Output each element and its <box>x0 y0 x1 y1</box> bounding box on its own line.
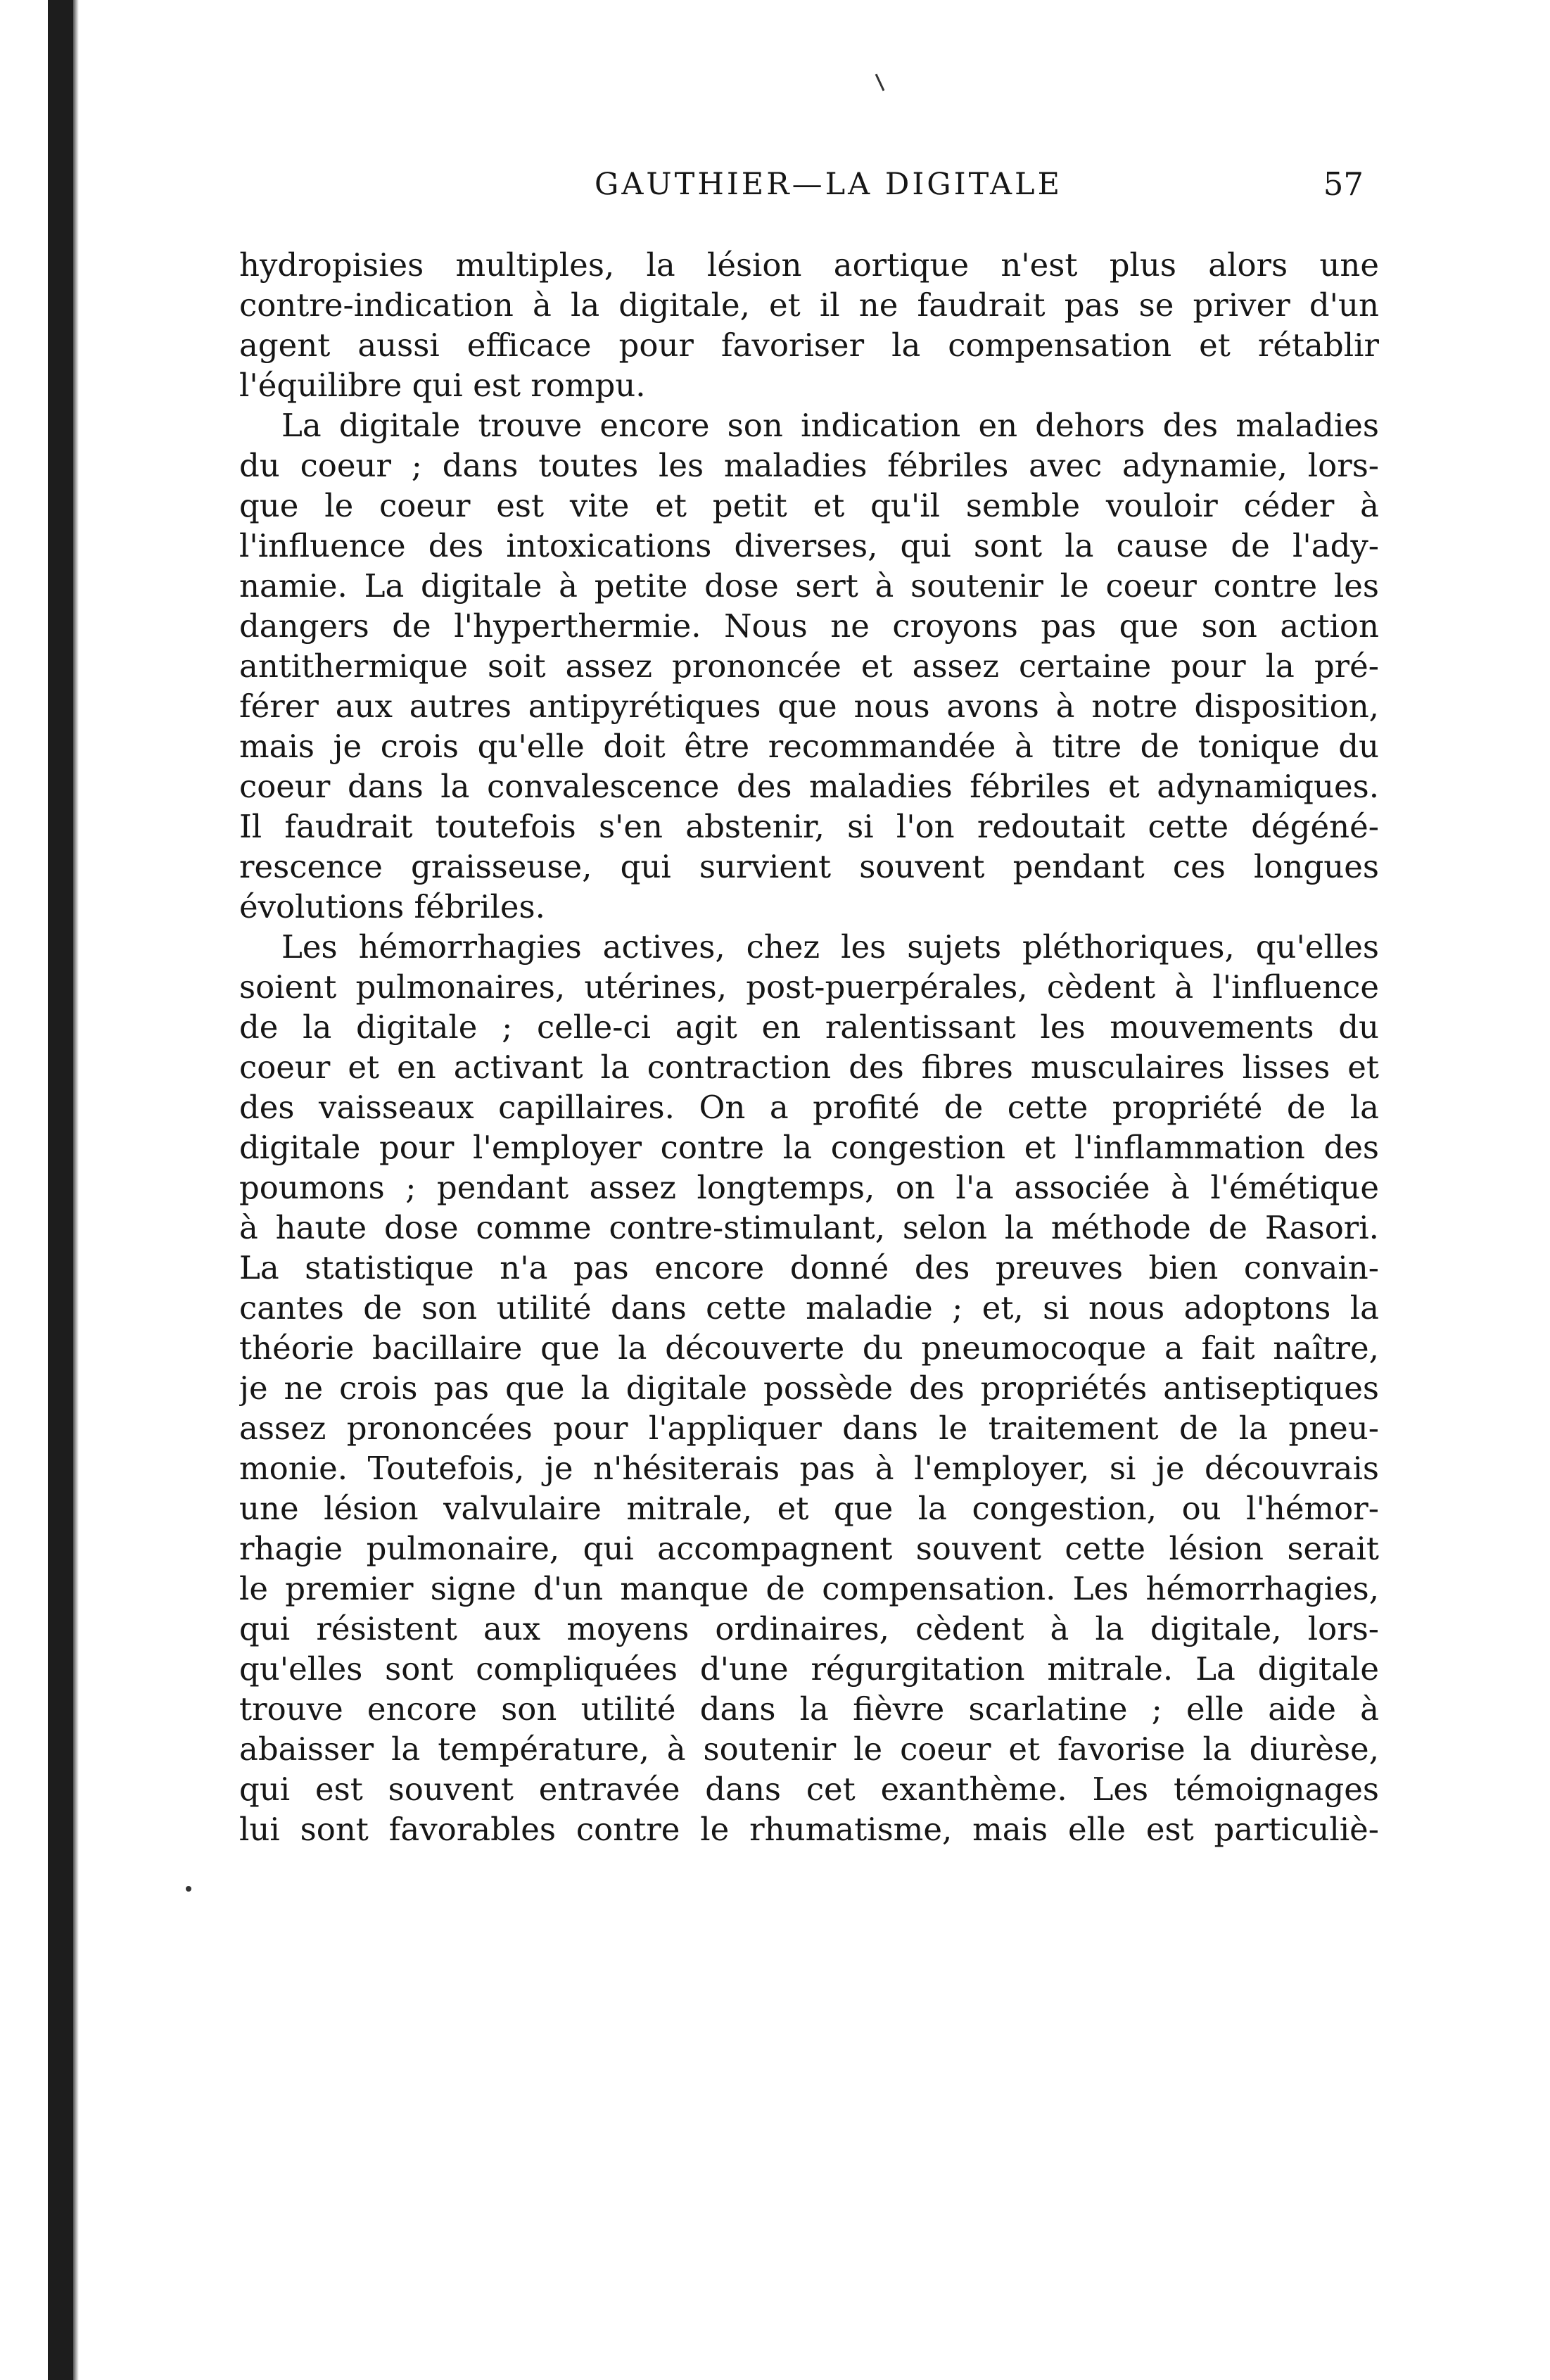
text-line: hydropisies multiples, la lésion aortique n'est plus alors une <box>239 246 1379 284</box>
text-line: qui est souvent entravée dans cet exanthème. Les témoignages <box>239 1771 1379 1808</box>
text-line: contre-indication à la digitale, et il ne faudrait pas se priver d'un <box>239 286 1379 324</box>
text-line: rescence graisseuse, qui survient souvent pendant ces longues <box>239 848 1379 885</box>
text-line: férer aux autres antipyrétiques que nous avons à notre disposition, <box>239 688 1379 725</box>
text-line: trouve encore son utilité dans la fièvre scarlatine ; elle aide à <box>239 1690 1379 1728</box>
text-line: cantes de son utilité dans cette maladie ; et, si nous adoptons la <box>239 1289 1379 1327</box>
text-line: La statistique n'a pas encore donné des preuves bien convain- <box>239 1249 1379 1286</box>
binding-edge-shadow <box>48 0 73 2380</box>
text-line: qui résistent aux moyens ordinaires, cèdent à la digitale, lors- <box>239 1610 1379 1647</box>
text-line: abaisser la température, à soutenir le coeur et favorise la diurèse, <box>239 1730 1379 1768</box>
text-line: Les hémorrhagies actives, chez les sujets pléthoriques, qu'elles <box>281 928 1379 966</box>
text-line: assez prononcées pour l'appliquer dans le traitement de la pneu- <box>239 1410 1379 1447</box>
text-line: lui sont favorables contre le rhumatisme, mais elle est particuliè- <box>239 1811 1379 1848</box>
text-line: de la digitale ; celle-ci agit en ralentissant les mouvements du <box>239 1008 1379 1046</box>
text-line: digitale pour l'employer contre la congestion et l'inflammation des <box>239 1129 1379 1166</box>
text-line: dangers de l'hyperthermie. Nous ne croyons pas que son action <box>239 607 1379 645</box>
text-line: qu'elles sont compliquées d'une régurgitation mitrale. La digitale <box>239 1650 1379 1688</box>
text-line: agent aussi efficace pour favoriser la compensation et rétablir <box>239 327 1379 364</box>
text-line: que le coeur est vite et petit et qu'il semble vouloir céder à <box>239 487 1379 524</box>
text-line: des vaisseaux capillaires. On a profité de cette propriété de la <box>239 1089 1379 1126</box>
text-line: rhagie pulmonaire, qui accompagnent souvent cette lésion serait <box>239 1530 1379 1567</box>
text-line: théorie bacillaire que la découverte du pneumocoque a fait naître, <box>239 1329 1379 1367</box>
margin-ink-dot <box>186 1886 191 1892</box>
text-line: je ne crois pas que la digitale possède des propriétés antiseptiques <box>239 1369 1379 1407</box>
text-line: une lésion valvulaire mitrale, et que la congestion, ou l'hémor- <box>239 1490 1379 1527</box>
text-line: mais je crois qu'elle doit être recommandée à titre de tonique du <box>239 728 1379 765</box>
running-title: GAUTHIER—LA DIGITALE <box>595 167 1062 202</box>
text-line: antithermique soit assez prononcée et assez certaine pour la pré- <box>239 647 1379 685</box>
page-header <box>238 163 1364 205</box>
text-line: poumons ; pendant assez longtemps, on l'a associée à l'émétique <box>239 1169 1379 1206</box>
text-line: l'influence des intoxications diverses, qui sont la cause de l'ady- <box>239 527 1379 564</box>
body-text <box>239 245 1379 1849</box>
text-line: namie. La digitale à petite dose sert à soutenir le coeur contre les <box>239 567 1379 605</box>
text-line: du coeur ; dans toutes les maladies fébriles avec adynamie, lors- <box>239 447 1379 484</box>
page-number: 57 <box>1323 165 1364 203</box>
text-line: l'équilibre qui est rompu. <box>239 367 646 404</box>
text-line: coeur dans la convalescence des maladies fébriles et adynamiques. <box>239 768 1379 805</box>
text-line: évolutions fébriles. <box>239 888 545 925</box>
text-line: Il faudrait toutefois s'en abstenir, si l'on redoutait cette dégéné- <box>239 808 1379 845</box>
binding-edge-gradient <box>73 0 79 2380</box>
text-line: coeur et en activant la contraction des fibres musculaires lisses et <box>239 1049 1379 1086</box>
text-line: le premier signe d'un manque de compensation. Les hémorrhagies, <box>239 1570 1379 1607</box>
text-line: à haute dose comme contre-stimulant, selon la méthode de Rasori. <box>239 1209 1379 1246</box>
text-line: La digitale trouve encore son indication en dehors des maladies <box>281 407 1379 444</box>
text-line: monie. Toutefois, je n'hésiterais pas à l'employer, si je découvrais <box>239 1450 1379 1487</box>
stray-ink-mark <box>875 74 885 91</box>
text-line: soient pulmonaires, utérines, post-puerpérales, cèdent à l'influence <box>239 968 1379 1006</box>
